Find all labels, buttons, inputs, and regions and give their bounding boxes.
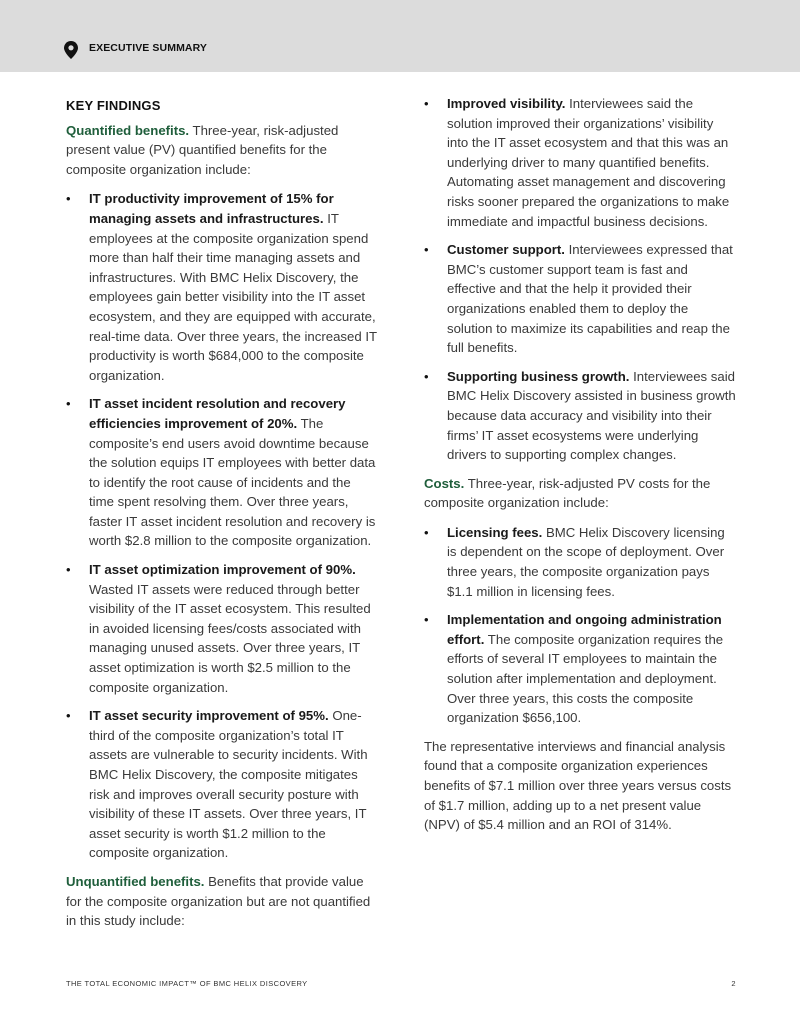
quantified-benefits-intro: Quantified benefits. Three-year, risk-adjusted present value (PV) quantified benefits for the composite organization include: [66,122,339,177]
list-item: • IT asset optimization improvement of 90%. Wasted IT assets were reduced through better visibility of the IT asset ecosystem. This resulted in avoided licensing fees/costs associated with managing unused assets. Over three years, IT asset optimization is worth $2.5 million to the composite organization. [66,560,378,697]
left-column [66,94,378,941]
list-item: • Customer support. Interviewees expressed that BMC’s customer support team is fast and effective and that the help it provided their organizations enabled them to deploy the solution to maximize its capabilities and reap the full benefits. [424,240,736,358]
list-item: • IT asset security improvement of 95%. One-third of the composite organization’s total IT assets are vulnerable to security incidents. With BMC Helix Discovery, the composite mitigates risk and improves overall security posture with visibility of these IT assets. Over three years, IT asset security is worth $1.2 million to the composite organization. [66,706,378,863]
location-pin-icon [64,41,78,59]
key-findings-heading: KEY FINDINGS [66,98,161,113]
quantified-benefits-label: Quantified benefits. [66,122,190,138]
page-footer [66,979,736,988]
list-item: • IT productivity improvement of 15% for managing assets and infrastructures. IT employees at the composite organization spend more than half their time managing assets and infrastructures. With BMC Helix Discovery, the employees gain better visibility into the IT asset ecosystem, and they are equipped with accurate, real-time data. Over three years, the increased IT productivity is worth $684,000 to the composite organization. [66,189,378,385]
quantified-benefits-list [66,189,378,863]
section-title: EXECUTIVE SUMMARY [89,42,207,54]
unquantified-benefits-list [424,94,736,465]
page-number: 2 [731,979,736,988]
list-item: • Implementation and ongoing administration effort. The composite organization requires the efforts of several IT employees to maintain the solution after implementation and deployment. Over three years, this costs the composite organization $656,100. [424,610,736,728]
list-item: • IT asset incident resolution and recovery efficiencies improvement of 20%. The composite’s end users avoid downtime because the solution equips IT employees with better data to identify the root cause of incidents and the time spent resolving them. Over three years, faster IT asset incident resolution and recovery is worth $2.8 million to the composite organization. [66,394,378,551]
list-item: • Supporting business growth. Interviewees said BMC Helix Discovery assisted in business growth because data accuracy and visibility into their firms’ IT asset ecosystems were underlying drivers to supporting complex changes. [424,367,736,465]
unquantified-benefits-intro: Unquantified benefits. Benefits that provide value for the composite organization but are not quantified in this study include: [66,873,371,929]
unquantified-benefits-label: Unquantified benefits. [66,873,205,889]
right-column [424,94,736,845]
costs-list [424,523,736,728]
page-header [0,0,800,72]
costs-intro: Costs. Three-year, risk-adjusted PV costs for the composite organization include: [424,475,711,511]
list-item: • Improved visibility. Interviewees said the solution improved their organizations’ visibility into the IT asset ecosystem and that this was an underlying driver to many quantified benefits. Automating asset management and discovering risks sooner prepared the organizations to make immediate and impactful business decisions. [424,94,736,231]
footer-title: THE TOTAL ECONOMIC IMPACT™ OF BMC HELIX DISCOVERY [66,979,308,988]
list-item: • Licensing fees. BMC Helix Discovery licensing is dependent on the scope of deployment. Over three years, the composite organization pays $1.1 million in licensing fees. [424,523,736,601]
costs-label: Costs. [424,475,465,491]
summary-paragraph: The representative interviews and financial analysis found that a composite organization experiences benefits of $7.1 million over three years versus costs of $1.7 million, adding up to a net present value (NPV) of $5.4 million and an ROI of 314%. [424,738,732,833]
